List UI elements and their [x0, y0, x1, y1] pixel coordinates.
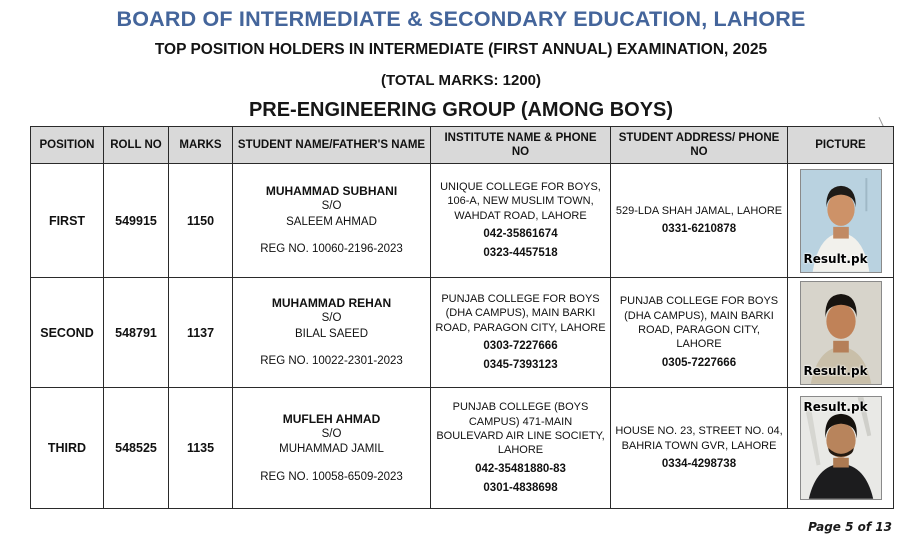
position-value: SECOND	[31, 278, 104, 388]
student-name-cell	[233, 164, 431, 278]
picture-cell	[788, 164, 894, 278]
marks-value: 1137	[169, 278, 233, 388]
table-header-row	[31, 127, 894, 164]
roll-no-value: 548525	[104, 388, 169, 509]
photo-watermark: Result.pk	[803, 363, 868, 378]
relation-label: S/O	[321, 312, 342, 325]
photo-watermark: Result.pk	[803, 400, 868, 414]
institute-phone-2: 0323-4457518	[483, 246, 558, 259]
student-address: HOUSE NO. 23, STREET NO. 04, BAHRIA TOWN GVR, LAHORE	[615, 425, 783, 452]
institute-phone-2: 0345-7393123	[483, 358, 558, 371]
registration-no: REG NO. 10022-2301-2023	[260, 355, 403, 368]
student-name: MUHAMMAD REHAN	[271, 296, 392, 311]
institute-phone-1: 042-35481880-83	[475, 462, 566, 475]
address-phone: 0305-7227666	[661, 356, 737, 369]
col-header-address: STUDENT ADDRESS/ PHONE NO	[611, 127, 788, 164]
table-row-first-position	[31, 164, 894, 278]
picture-cell	[788, 388, 894, 509]
col-header-roll-no: ROLL NO	[104, 127, 169, 164]
roll-no-value: 549915	[104, 164, 169, 278]
address-cell	[611, 278, 788, 388]
student-name: MUHAMMAD SUBHANI	[265, 184, 398, 199]
student-address: PUNJAB COLLEGE FOR BOYS (DHA CAMPUS), MAIN BARKI ROAD, PARAGON CITY, LAHORE	[619, 295, 779, 351]
total-marks-line: (TOTAL MARKS: 1200)	[380, 72, 542, 89]
registration-no: REG NO. 10060-2196-2023	[260, 243, 403, 256]
address-cell	[611, 388, 788, 509]
institute-cell	[431, 164, 611, 278]
marks-value: 1150	[169, 164, 233, 278]
student-photo	[800, 281, 882, 385]
student-name-cell	[233, 278, 431, 388]
col-header-marks: MARKS	[169, 127, 233, 164]
position-holders-table	[30, 126, 894, 509]
student-name: MUFLEH AHMAD	[282, 411, 381, 426]
table-row-second-position	[31, 278, 894, 388]
document-header	[0, 0, 922, 122]
group-title: PRE-ENGINEERING GROUP (AMONG BOYS)	[248, 99, 674, 121]
page-number-label: Page 5 of 13	[808, 520, 892, 534]
institute-phone-2: 0301-4838698	[483, 481, 558, 494]
student-photo	[800, 169, 882, 273]
board-title: BOARD OF INTERMEDIATE & SECONDARY EDUCATION, LAHORE	[116, 7, 806, 31]
institute-name: UNIQUE COLLEGE FOR BOYS, 106-A, NEW MUSLIM TOWN, WAHDAT ROAD, LAHORE	[440, 181, 601, 222]
table-row-third-position	[31, 388, 894, 509]
father-name: BILAL SAEED	[294, 327, 369, 340]
institute-name: PUNJAB COLLEGE FOR BOYS (DHA CAMPUS), MAIN BARKI ROAD, PARAGON CITY, LAHORE	[435, 293, 606, 334]
institute-cell	[431, 388, 611, 509]
col-header-position: POSITION	[31, 127, 104, 164]
document-subtitle: TOP POSITION HOLDERS IN INTERMEDIATE (FIRST ANNUAL) EXAMINATION, 2025	[154, 41, 768, 58]
col-header-picture: PICTURE	[788, 127, 894, 164]
institute-cell	[431, 278, 611, 388]
relation-label: S/O	[321, 200, 342, 213]
student-name-cell	[233, 388, 431, 509]
student-address: 529-LDA SHAH JAMAL, LAHORE	[615, 204, 783, 217]
marks-value: 1135	[169, 388, 233, 509]
relation-label: S/O	[321, 427, 342, 440]
col-header-student-name: STUDENT NAME/FATHER'S NAME	[233, 127, 431, 164]
address-phone: 0334-4298738	[661, 457, 737, 470]
photo-watermark: Result.pk	[803, 251, 868, 266]
registration-no: REG NO. 10058-6509-2023	[260, 470, 403, 483]
father-name: SALEEM AHMAD	[286, 215, 377, 228]
picture-cell	[788, 278, 894, 388]
father-name: MUHAMMAD JAMIL	[279, 443, 384, 456]
address-cell	[611, 164, 788, 278]
address-phone: 0331-6210878	[661, 223, 737, 236]
student-photo	[800, 396, 882, 500]
position-value: THIRD	[31, 388, 104, 509]
institute-phone-1: 042-35861674	[483, 228, 558, 240]
institute-phone-1: 0303-7227666	[483, 340, 558, 352]
institute-name: PUNJAB COLLEGE (BOYS CAMPUS) 471-MAIN BOULEVARD AIR LINE SOCIETY, LAHORE	[436, 401, 605, 457]
col-header-institute: INSTITUTE NAME & PHONE NO	[431, 127, 611, 164]
position-value: FIRST	[31, 164, 104, 278]
roll-no-value: 548791	[104, 278, 169, 388]
